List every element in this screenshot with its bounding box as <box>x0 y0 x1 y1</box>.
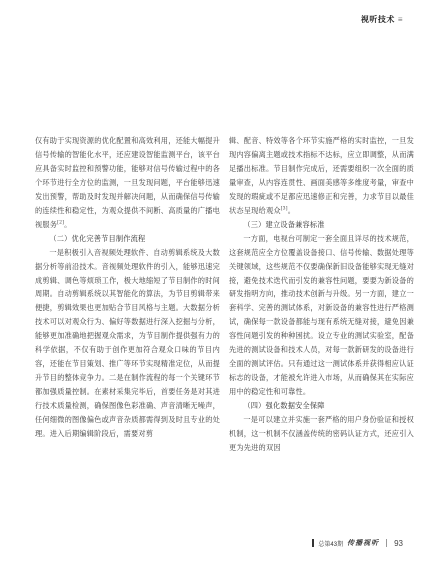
paragraph-text: （四）强化数据安全保障 <box>243 401 325 411</box>
section-heading <box>229 399 414 413</box>
section-header <box>361 14 403 25</box>
right-column <box>229 134 414 455</box>
paragraph-text: （三）建立设备兼容标准 <box>243 219 325 229</box>
menu-lines-icon: ≡ <box>397 15 403 24</box>
paragraph-text: 一是积极引入音视频处理软件、自动剪辑系统及大数据分析等前沿技术。音视频处理软件的引入，能够迅速完成剪辑、调色等烦琐工作，极大地缩短了节目制作的时间周期。自动剪辑系统以其智能化的算法，为节目剪辑带来便捷，剪辑效果也更加贴合节目风格与主题。大数据分析技术可以对观众行为、偏好等数据进行深入挖掘与分析，能够更加准确地把握观众需求，为节目制作提供强有力的科学依据，不仅有助于创作更加符合观众口味的节目内容，还能在节目策划、推广等环节实现精准定位，从而提升节目的整体竞争力。二是在制作流程的每一个关键环节都加强质量控制。在素材采集完毕后，首要任务是对其进行技术质量检测，确保图像色彩准确、声音清晰无噪声，任何细微的图像偏色或声音杂质都需得到及时且专业的处理。进入后期编辑阶段后，需要对剪 <box>35 247 220 439</box>
section-heading <box>35 232 220 246</box>
body-paragraph <box>229 413 414 455</box>
section-title: 视听技术 <box>360 15 395 24</box>
issue-number: 总第43期 <box>318 541 344 548</box>
left-column <box>35 134 220 441</box>
paragraph-tail: 。 <box>287 205 296 215</box>
paragraph-text: 一方面，电视台可制定一套全面且详尽的技术规范，这套规范应全方位覆盖设备接口、信号传输、数据处理等关键领域，这些规范不仅要确保新旧设备能够实现无缝对接，避免技术迭代而引发的兼容性问题，要要为新设备的研发指明方向，推动技术创新与升级。另一方面，建立一套科学、完善的测试体系，对新设备的兼容性进行严格测试，确保每一款设备都能与现有系统无缝对接，避免因兼容性问题引发的种种困扰。设立专业的测试实验室，配备先进的测试设备和技术人员，对每一款新研发的设备进行全面的测试评估。只有通过这一测试体系并获得相应认证标志的设备，才能被允许进入市场，从而确保其在实际应用中的稳定性和可靠性。 <box>229 233 414 397</box>
footer-divider <box>386 539 387 547</box>
footer-bar <box>312 539 314 547</box>
page-number: 93 <box>394 538 403 548</box>
section-heading <box>229 218 414 232</box>
body-paragraph <box>35 134 220 232</box>
body-paragraph <box>229 232 414 399</box>
body-paragraph <box>229 134 414 218</box>
citation-ref: [2] <box>57 220 65 226</box>
paragraph-text: 辑、配音、特效等各个环节实施严格的实时监控，一旦发现内容偏离主题或技术指标不达标，应立即调整，从而满足播出标准。节目制作完成后，还需要组织一次全面的质量审查，从内容连贯性、画面美感等多维度考量，审查中发现的瑕疵或不足都应迅速修正和完善，力求节目以最佳状态呈现给观众 <box>229 136 414 215</box>
magazine-title: 传播视听 <box>347 538 380 547</box>
body-paragraph <box>35 246 220 441</box>
page-footer <box>312 538 403 548</box>
citation-ref: [3] <box>280 206 288 212</box>
paragraph-text: 一是可以建立并实施一套严格的用户身份验证和授权机制，这一机制不仅涵盖传统的密码认证方式，还应引入更为先进的双因 <box>229 415 414 452</box>
paragraph-text: 仅有助于实现资源的优化配置和高效利用，还能大幅提升信号传输的智能化水平，还应建设智能监测平台，该平台应具备实时监控和预警功能，能够对信号传输过程中的各个环节进行全方位的监测，一旦发现问题，平台能够迅速发出预警，帮助及时发现并解决问题，从而确保信号传输的连续性和稳定性，为观众提供不间断、高质量的广播电视服务 <box>35 136 220 229</box>
paragraph-tail: 。 <box>64 219 72 229</box>
paragraph-text: （二）优化完善节目制作流程 <box>49 233 146 243</box>
